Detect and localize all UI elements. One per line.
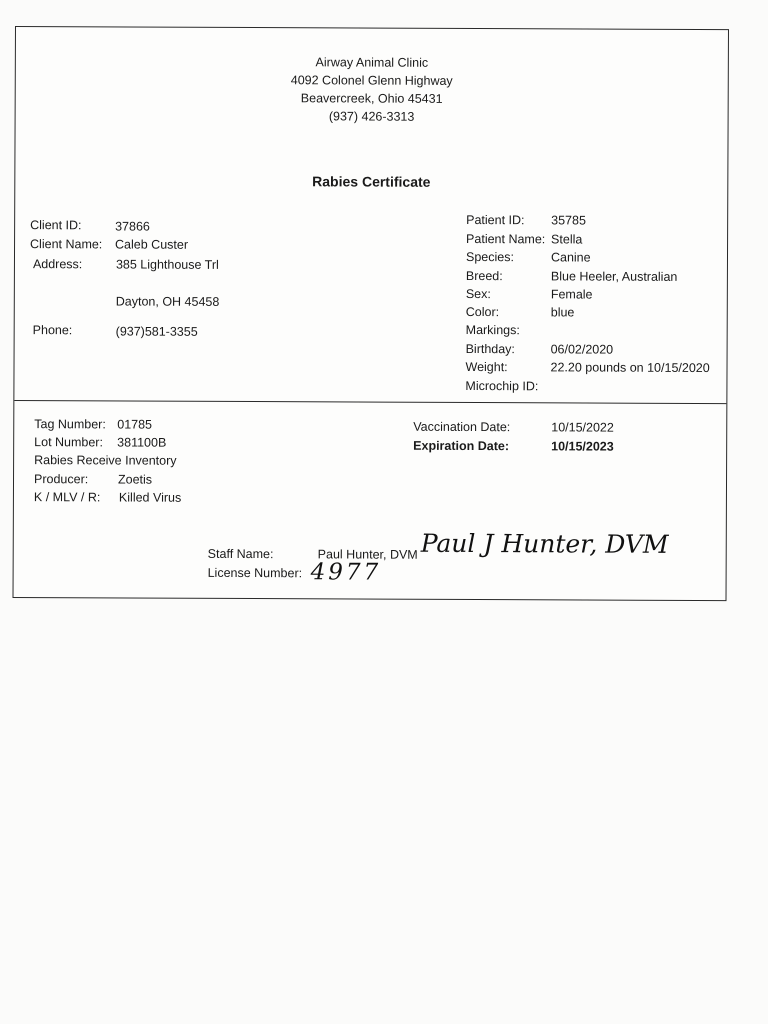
tag-number-label: Tag Number:: [34, 417, 106, 432]
phone-label: Phone:: [32, 323, 73, 338]
weight: 22.20 pounds on 10/15/2020: [550, 360, 710, 376]
section-divider: [14, 400, 726, 404]
address-line2: Dayton, OH 45458: [115, 294, 220, 309]
color-label: Color:: [465, 304, 500, 320]
breed: Blue Heeler, Australian: [550, 269, 678, 284]
handwritten-license-number: 4977: [310, 559, 382, 586]
staff-name-label: Staff Name:: [207, 546, 274, 562]
clinic-city-state-zip: Beavercreek, Ohio 45431: [300, 91, 443, 106]
lot-number: 381100B: [117, 435, 167, 450]
patient-id: 35785: [551, 213, 586, 228]
species: Canine: [550, 250, 591, 265]
client-name-label: Client Name:: [30, 237, 103, 252]
birthday-label: Birthday:: [465, 341, 515, 357]
clinic-phone: (937) 426-3313: [328, 109, 415, 124]
kmlvr: Killed Virus: [118, 490, 182, 505]
lot-number-label: Lot Number:: [34, 435, 103, 450]
vaccination-date: 10/15/2022: [551, 420, 614, 435]
expiration-date: 10/15/2023: [551, 439, 614, 454]
weight-label: Weight:: [465, 359, 508, 375]
tag-number: 01785: [117, 417, 153, 432]
markings-label: Markings:: [465, 322, 520, 338]
species-label: Species:: [465, 249, 514, 265]
kmlvr-label: K / MLV / R:: [33, 490, 101, 505]
client-id: 37866: [115, 219, 150, 234]
producer-label: Producer:: [33, 472, 89, 487]
sex-label: Sex:: [465, 286, 491, 302]
clinic-name: Airway Animal Clinic: [315, 55, 429, 70]
producer: Zoetis: [117, 472, 153, 487]
clinic-street: 4092 Colonel Glenn Highway: [290, 73, 453, 88]
rabies-certificate: [13, 26, 729, 601]
vaccination-date-label: Vaccination Date:: [413, 419, 511, 435]
certificate-title: Rabies Certificate: [312, 173, 431, 190]
staff-name: Paul Hunter, DVM: [317, 547, 418, 562]
patient-name-label: Patient Name:: [466, 231, 546, 247]
client-id-label: Client ID:: [30, 218, 82, 233]
birthday: 06/02/2020: [550, 342, 614, 357]
microchip-label: Microchip ID:: [465, 378, 539, 394]
breed-label: Breed:: [465, 268, 503, 284]
handwritten-signature: Paul J Hunter, DVM: [420, 528, 669, 559]
patient-id-label: Patient ID:: [466, 212, 525, 228]
client-phone: (937)581-3355: [115, 324, 198, 339]
expiration-date-label: Expiration Date:: [413, 438, 510, 454]
sex: Female: [550, 287, 593, 302]
address-label: Address:: [32, 257, 83, 272]
inventory-note: Rabies Receive Inventory: [34, 453, 177, 468]
color: blue: [550, 305, 575, 320]
license-number-label: License Number:: [207, 565, 303, 581]
client-name: Caleb Custer: [115, 237, 189, 252]
address-line1: 385 Lighthouse Trl: [115, 257, 219, 272]
patient-name: Stella: [551, 232, 583, 247]
